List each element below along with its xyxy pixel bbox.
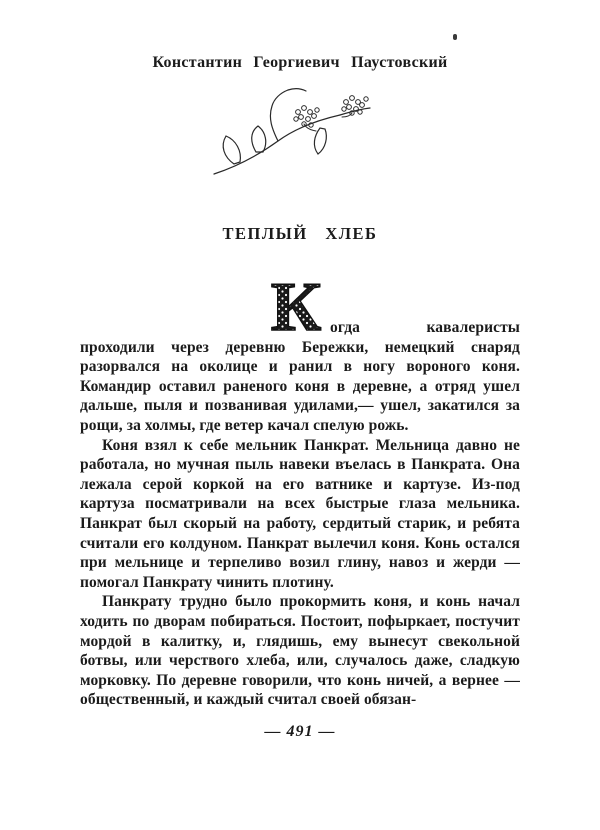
paragraph-first	[80, 272, 520, 436]
print-artifact-dot	[453, 34, 457, 40]
paragraph: Коня взял к себе мельник Панкрат. Мельница давно не работала, но мучная пыль навеки въелась в Панкрата. Она лежала серой коркой на его ватнике и картузе. Из-под картуза посматривали на всех быстрые глаза мельника. Панкрат был скорый на работу, сердитый старик, и ребята считали его колдуном. Панкрат вылечил коня. Конь остался при мельнице и терпеливо возил глину, навоз и жерди — помогал Панкрату чинить плотину.	[80, 436, 520, 591]
story-title: ТЕПЛЫЙ ХЛЕБ	[222, 224, 378, 243]
paragraph-text: огда кавалеристы проходили через деревню Бережки, немецкий снаряд разорвался на околице и ранил в ногу вороного коня. Командир оставил раненого коня в деревне, а отряд ушел дальше, пыля и позванивая удилами,— ушел, закатился за рощи, за холмы, где ветер качал спелую рожь.	[80, 319, 520, 434]
branch-illustration	[200, 84, 400, 184]
story-text	[80, 272, 520, 710]
drop-cap-letter: К	[270, 272, 322, 340]
author-name: Константин Георгиевич Паустовский	[152, 54, 448, 71]
paragraph: Панкрату трудно было прокормить коня, и конь начал ходить по дворам побираться. Постоит, пофыркает, постучит мордой в калитку, и, глядишь, ему вынесут свекольной ботвы, или черствого хлеба, или, случалось даже, сладкую морковку. По деревне говорили, что конь ничей, а вернее — общественный, и каждый считал своей обязан-	[80, 593, 520, 709]
page-number: — 491 —	[264, 722, 336, 740]
flowering-branch-sketch-icon	[200, 84, 400, 184]
ornate-initial-letter-icon	[263, 272, 329, 340]
drop-cap-initial	[263, 272, 329, 346]
